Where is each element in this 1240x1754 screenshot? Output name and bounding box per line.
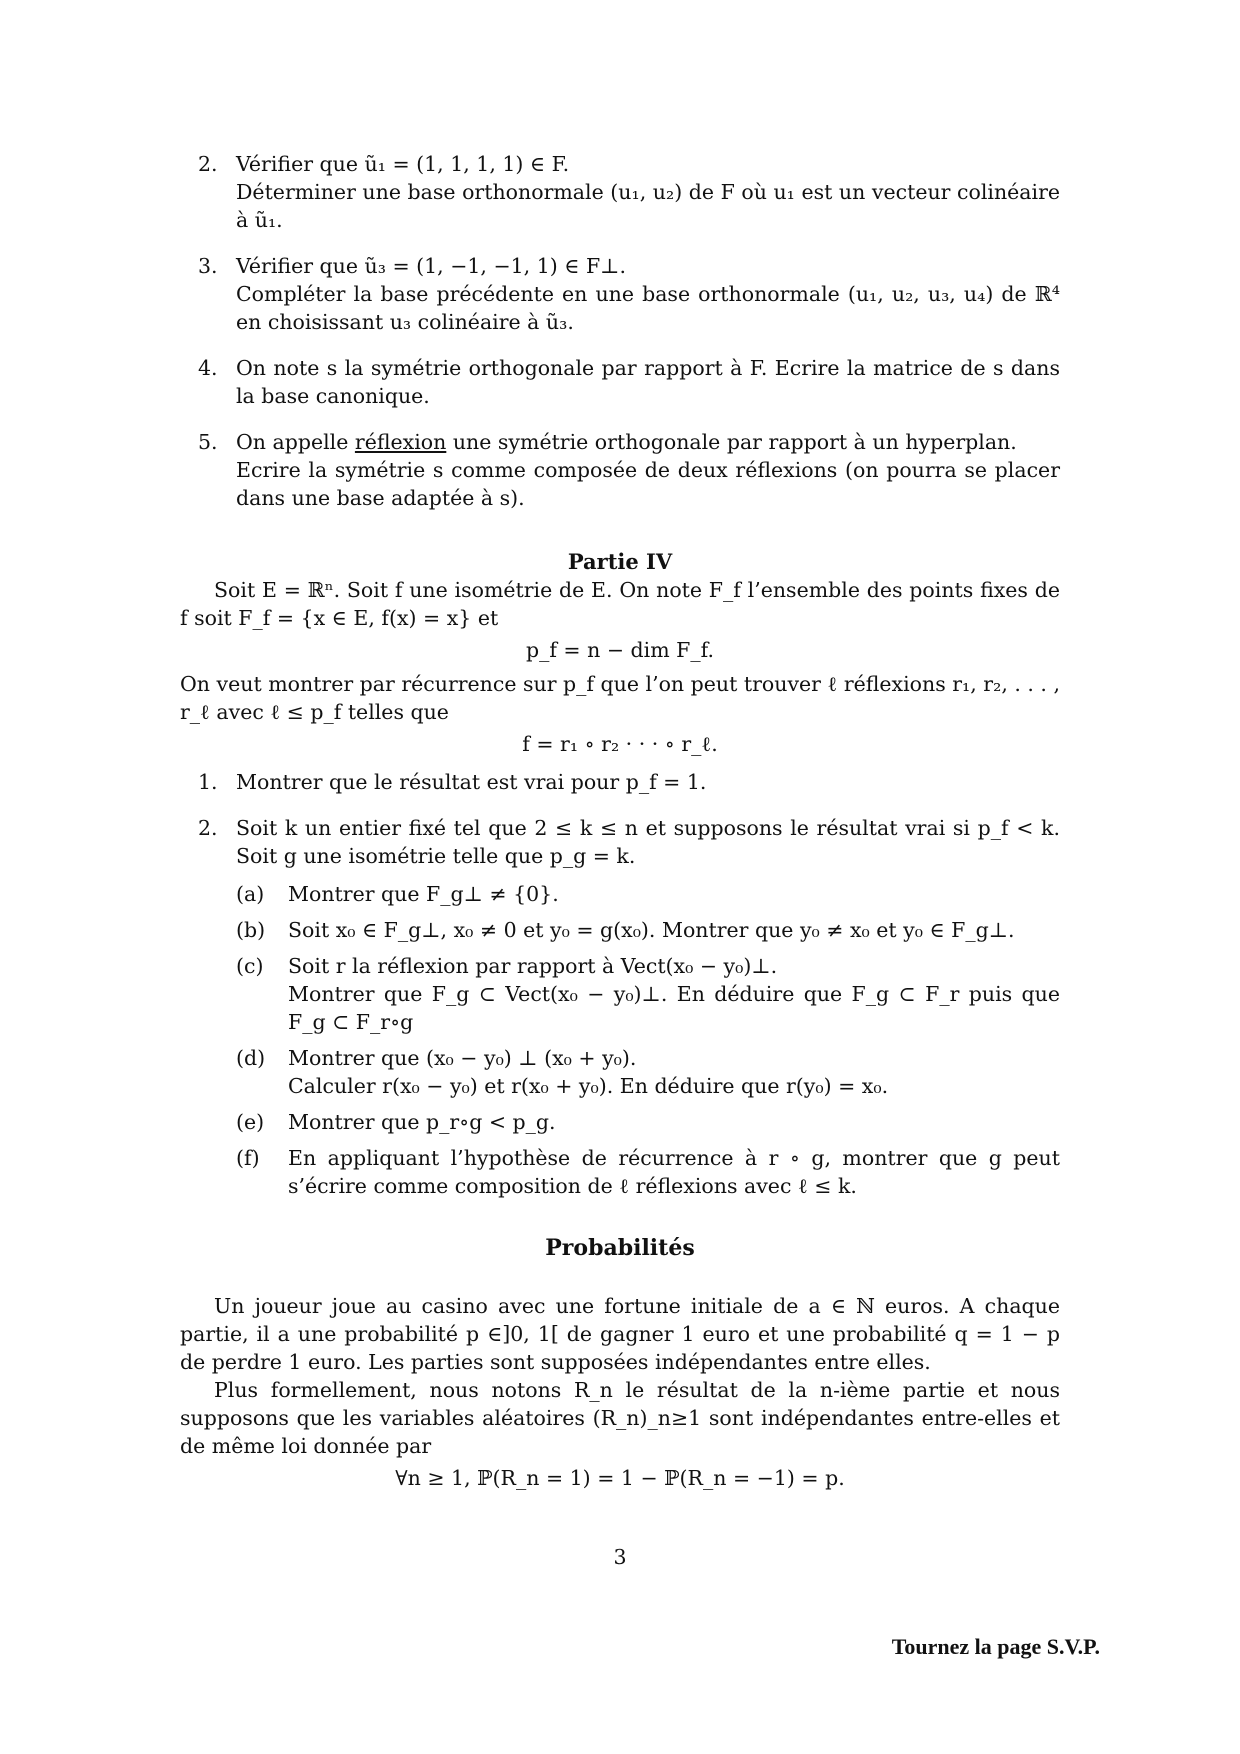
- sub-item-text: Montrer que (x₀ − y₀) ⊥ (x₀ + y₀).: [288, 1046, 637, 1070]
- item-line: Ecrire la symétrie s comme composée de deux réflexions (on pourra se placer dans une base adaptée à s).: [236, 458, 1060, 510]
- item-line: Compléter la base précédente en une base orthonormale (u₁, u₂, u₃, u₄) de ℝ⁴ en choisissant u₃ colinéaire à ũ₃.: [236, 282, 1060, 334]
- sub-item-text: Soit x₀ ∈ F_g⊥, x₀ ≠ 0 et y₀ = g(x₀). Montrer que y₀ ≠ x₀ et y₀ ∈ F_g⊥.: [288, 918, 1015, 942]
- list-item: [180, 428, 1060, 512]
- sub-item: [236, 1108, 1060, 1136]
- list-item: [180, 252, 1060, 336]
- list-item: [180, 354, 1060, 410]
- part4-intro: Soit E = ℝⁿ. Soit f une isométrie de E. On note F_f l’ensemble des points fixes de f soit F_f = {x ∈ E, f(x) = x} et: [180, 578, 1060, 630]
- sub-item: [236, 880, 1060, 908]
- proba-paragraph: Plus formellement, nous notons R_n le résultat de la n-ième partie et nous supposons que les variables aléatoires (R_n)_n≥1 sont indépendantes entre-elles et de même loi donnée par: [180, 1378, 1060, 1458]
- item-line: Déterminer une base orthonormale (u₁, u₂) de F où u₁ est un vecteur colinéaire à ũ₁.: [236, 180, 1060, 232]
- sub-item-letter: (f): [236, 1146, 260, 1170]
- sub-item-text: Montrer que F_g⊥ ≠ {0}.: [288, 882, 559, 906]
- sub-list: [236, 880, 1060, 1200]
- defined-term: réflexion: [354, 430, 447, 454]
- part4-goal: On veut montrer par récurrence sur p_f que l’on peut trouver ℓ réflexions r₁, r₂, . . . , r_ℓ avec ℓ ≤ p_f telles que: [180, 672, 1060, 724]
- sub-item-text: Soit r la réflexion par rapport à Vect(x₀ − y₀)⊥.: [288, 954, 778, 978]
- sub-item-text: En appliquant l’hypothèse de récurrence à r ∘ g, montrer que g peut s’écrire comme composition de ℓ réflexions avec ℓ ≤ k.: [288, 1146, 1060, 1198]
- list-item: [180, 150, 1060, 234]
- sub-item-letter: (e): [236, 1110, 265, 1134]
- item-number: 2.: [198, 816, 218, 840]
- item-text: une symétrie orthogonale par rapport à un hyperplan.: [452, 430, 1017, 454]
- section-heading-probabilites: Probabilités: [545, 1235, 695, 1261]
- item-number: 5.: [198, 430, 218, 454]
- sub-item: [236, 952, 1060, 1036]
- item-number: 2.: [198, 152, 218, 176]
- sub-item-text: Montrer que F_g ⊂ Vect(x₀ − y₀)⊥. En déduire que F_g ⊂ F_r puis que F_g ⊂ F_r∘g: [288, 982, 1060, 1034]
- list-item: [180, 768, 1060, 796]
- page-content: [180, 150, 1060, 1498]
- item-line: [236, 428, 1060, 456]
- item-number: 4.: [198, 356, 218, 380]
- section-heading-part4: Partie IV: [567, 549, 673, 574]
- sub-item-letter: (c): [236, 954, 264, 978]
- proba-paragraph: Un joueur joue au casino avec une fortune initiale de a ∈ ℕ euros. A chaque partie, il a une probabilité p ∈]0, 1[ de gagner 1 euro et une probabilité q = 1 − p de perdre 1 euro. Les parties sont supposées indépendantes entre elles.: [180, 1294, 1060, 1374]
- sub-item-letter: (a): [236, 882, 265, 906]
- sub-item-letter: (d): [236, 1046, 266, 1070]
- part4-list: [180, 768, 1060, 1200]
- sub-item: [236, 916, 1060, 944]
- item-line: Soit k un entier fixé tel que 2 ≤ k ≤ n et supposons le résultat vrai si p_f < k. Soit g une isométrie telle que p_g = k.: [236, 816, 1060, 868]
- item-line: Vérifier que ũ₁ = (1, 1, 1, 1) ∈ F.: [236, 152, 570, 176]
- formula: p_f = n − dim F_f.: [525, 638, 715, 662]
- part3-list: [180, 150, 1060, 512]
- item-line: Montrer que le résultat est vrai pour p_f = 1.: [236, 770, 707, 794]
- item-number: 1.: [198, 770, 218, 794]
- item-number: 3.: [198, 254, 218, 278]
- page-number: 3: [613, 1545, 627, 1569]
- list-item: [180, 814, 1060, 1200]
- item-line: Vérifier que ũ₃ = (1, −1, −1, 1) ∈ F⊥.: [236, 254, 626, 278]
- item-line: On note s la symétrie orthogonale par rapport à F. Ecrire la matrice de s dans la base canonique.: [236, 356, 1060, 408]
- sub-item-text: Montrer que p_r∘g < p_g.: [288, 1110, 556, 1134]
- sub-item: [236, 1144, 1060, 1200]
- sub-item-letter: (b): [236, 918, 266, 942]
- footer-note: Tournez la page S.V.P.: [891, 1634, 1100, 1659]
- sub-item-text: Calculer r(x₀ − y₀) et r(x₀ + y₀). En déduire que r(y₀) = x₀.: [288, 1074, 889, 1098]
- formula: f = r₁ ∘ r₂ · · · ∘ r_ℓ.: [522, 732, 718, 756]
- item-text: On appelle: [236, 430, 349, 454]
- formula: ∀n ≥ 1, ℙ(R_n = 1) = 1 − ℙ(R_n = −1) = p.: [395, 1466, 845, 1490]
- sub-item: [236, 1044, 1060, 1100]
